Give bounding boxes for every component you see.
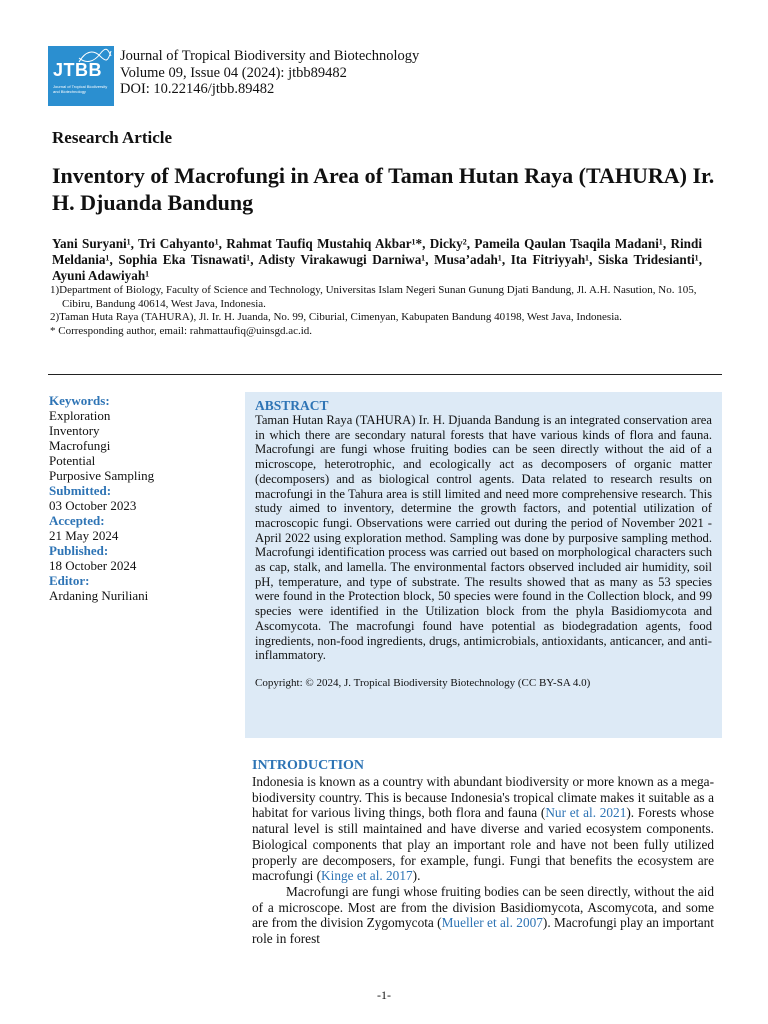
keywords-label: Keywords: [49,393,110,408]
published-date: 18 October 2024 [49,558,137,573]
keyword-item: Potential [49,453,96,468]
author-list: Yani Suryani¹, Tri Cahyanto¹, Rahmat Taufiq Mustahiq Akbar¹*, Dicky², Pameila Qaulan Tsaqila Madani¹, Rindi Meldania¹, Sophia Eka Tisnawati¹, Adisty Virakawugi Darniwa¹, Musa’adah¹, Ita Fitriyyah¹, Siska Tridesianti¹, Ayuni Adawiyah¹ [52,236,702,283]
copyright-notice: Copyright: © 2024, J. Tropical Biodiversity Biotechnology (CC BY-SA 4.0) [255,676,591,689]
article-info-sidebar [49,393,229,603]
introduction-section [252,758,714,947]
abstract-text: Taman Hutan Raya (TAHURA) Ir. H. Djuanda Bandung is an integrated conservation area in which there are secondary natural forests that have various kinds of flora and fauna. Macrofungi are fungi whose fruiting bodies can be seen directly without the aid of a microscope, heterotrophic, and ecologically act as decomposers of organic matter (decomposers) and as biological control agents. Data related to research results on macrofungi in the Tahura area is still limited and need more comprehensive research. This study aimed to inventory, determine the growth factors, and potential utilization of macroscopic fungi. Observations were carried out during the period of November 2021 - April 2022 using exploration method. Sampling was done by purposive sampling method. Macrofungi identification process was carried out based on morphological characters such as cap, stalk, and lamella. The environmental factors observed included air humidity, soil pH, temperature, and type of substrate. The results showed that as many as 53 species were found in the Protection block, 50 species were found in the Collection block, and 99 species were identified in the Utilization block from the phyla Basidiomycota and Ascomycota. The macrofungi found have potential as biodegradation agents, food ingredients, non-food ingredients, drugs, antimicrobials, antioxidants, anticancer, and anti-inflammatory. [255,413,712,663]
article-title: Inventory of Macrofungi in Area of Taman Hutan Raya (TAHURA) Ir. H. Djuanda Bandung [52,163,715,215]
paragraph-text: Indonesia is known as a country with abundant biodiversity or more known as a mega-biodiversity country. This is because Indonesia's tropical climate makes it suitable as a habitat for various living things, both flora and fauna ( [252,774,714,821]
header-divider [48,374,722,375]
affiliation-1: 1)Department of Biology, Faculty of Science and Technology, Universitas Islam Negeri Sunan Gunung Djati Bandung, Jl. A.H. Nasution, No. 105, Cibiru, Bandung 40614, West Java, Indonesia. [50,284,697,310]
introduction-heading: INTRODUCTION [252,758,365,773]
keyword-item: Exploration [49,408,111,423]
accepted-label: Accepted: [49,513,105,528]
journal-name: Journal of Tropical Biodiversity and Biotechnology [120,48,420,64]
published-label: Published: [49,543,109,558]
keyword-item: Purposive Sampling [49,468,155,483]
citation-link[interactable]: Mueller et al. 2007 [441,915,543,931]
article-type: Research Article [52,128,173,147]
affiliations [50,284,720,338]
paragraph-text: Macrofungi are fungi whose fruiting bodies can be seen directly, without the aid of a microscope. Most are from the division Basidiomycota, Ascomycota, and some are from the division Zygomycota ( [252,883,714,931]
paragraph-text: ). Macrofungi play an important role in forest [252,915,714,947]
logo-text: JTBB [53,60,103,80]
keyword-item: Macrofungi [49,438,111,453]
corresponding-author[interactable]: * Corresponding author, email: rahmattaufiq@uinsgd.ac.id. [50,324,313,337]
abstract-box [245,392,722,738]
paragraph-text: ). [412,868,421,884]
logo-subtext: Journal of Tropical Biodiversity and Biotechnology [53,84,108,94]
abstract-heading: ABSTRACT [255,398,329,413]
submitted-date: 03 October 2023 [49,498,137,513]
citation-link[interactable]: Nur et al. 2021 [545,805,627,821]
submitted-label: Submitted: [49,483,112,498]
volume-line: Volume 09, Issue 04 (2024): jtbb89482 [120,64,347,81]
journal-logo [48,46,114,106]
journal-header [120,48,419,98]
citation-link[interactable]: Kinge et al. 2017 [321,868,413,884]
accepted-date: 21 May 2024 [49,528,119,543]
affiliation-2: 2)Taman Huta Raya (TAHURA), Jl. Ir. H. Juanda, No. 99, Ciburial, Cimenyan, Kabupaten Bandung 40198, West Java, Indonesia. [50,311,622,323]
introduction-paragraph-1 [252,774,714,884]
introduction-paragraph-2 [252,884,714,947]
paragraph-text: ). Forests whose natural level is still maintained and have diverse and varied ecosystem components. Biological components that play an important role and have not been fully utilized properly are decomposers, for example, fungi. Fungi that benefits the ecosystem are macrofungi ( [252,805,714,884]
editor-label: Editor: [49,573,90,588]
doi-line[interactable]: DOI: 10.22146/jtbb.89482 [120,81,275,97]
editor-name: Ardaning Nuriliani [49,588,149,603]
page-number: -1- [377,988,391,1002]
keyword-item: Inventory [49,423,100,438]
